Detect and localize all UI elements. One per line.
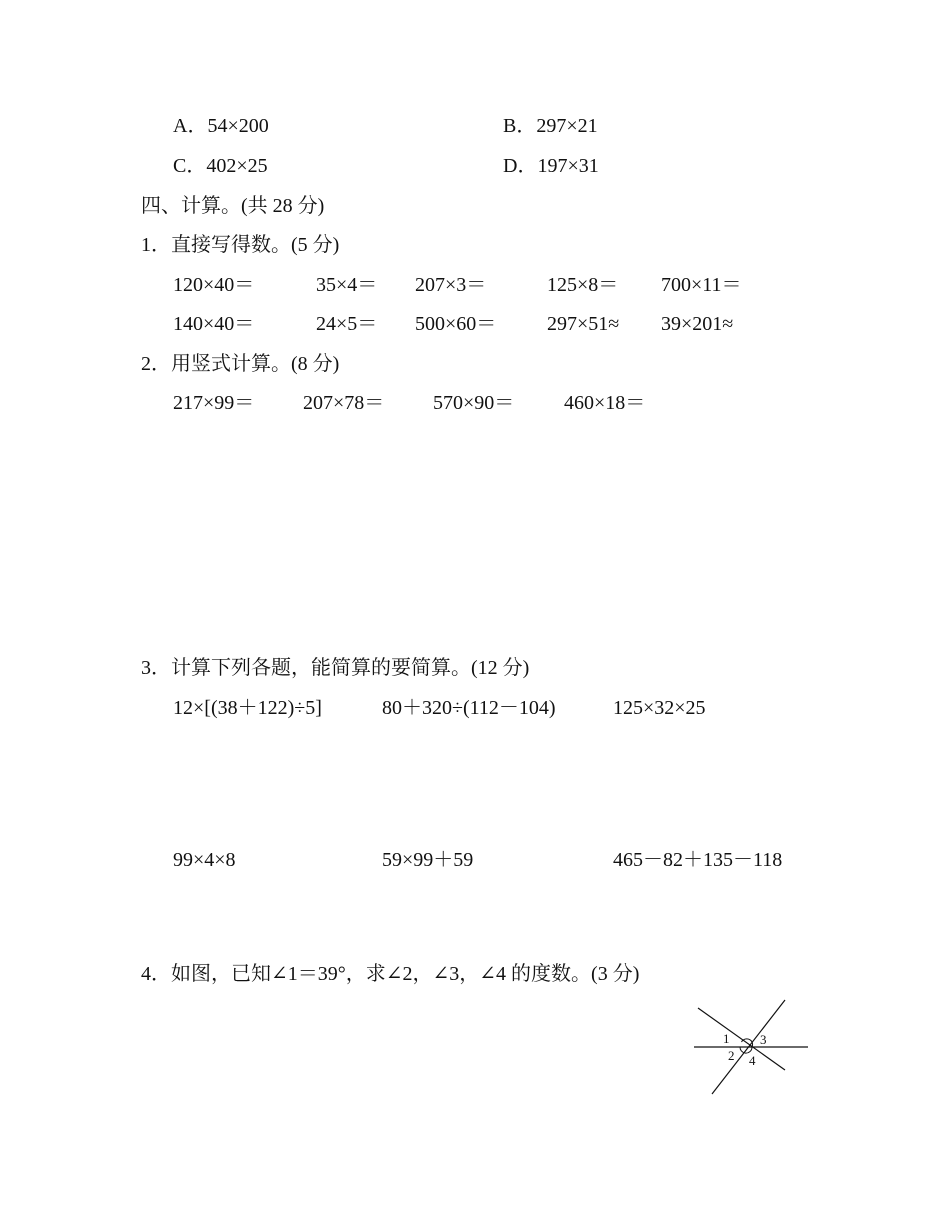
q2-title: 2．用竖式计算。(8 分) bbox=[141, 353, 340, 375]
q3-item: 99×4×8 bbox=[173, 849, 236, 871]
q1-item: 297×51≈ bbox=[547, 313, 620, 335]
q3-item: 12×[(38＋122)÷5] bbox=[173, 697, 322, 719]
q4-title: 4．如图，已知∠1＝39°，求∠2，∠3，∠4 的度数。(3 分) bbox=[141, 963, 640, 985]
angle-arc-3 bbox=[752, 1042, 753, 1047]
choice-c: C．402×25 bbox=[173, 155, 268, 177]
choice-d: D．197×31 bbox=[503, 155, 599, 177]
q3-item: 59×99＋59 bbox=[382, 849, 474, 871]
choice-b: B．297×21 bbox=[503, 115, 598, 137]
angle-label-4: 4 bbox=[749, 1053, 756, 1068]
q1-item: 24×5＝ bbox=[316, 313, 378, 335]
q3-item: 80＋320÷(112－104) bbox=[382, 697, 556, 719]
q1-item: 120×40＝ bbox=[173, 274, 255, 296]
q2-item: 460×18＝ bbox=[564, 392, 646, 414]
angle-arc-1 bbox=[742, 1039, 753, 1042]
q2-item: 207×78＝ bbox=[303, 392, 385, 414]
q3-item: 465－82＋135－118 bbox=[613, 849, 783, 871]
section-heading: 四、计算。(共 28 分) bbox=[141, 195, 325, 217]
q1-title: 1．直接写得数。(5 分) bbox=[141, 234, 340, 256]
q1-item: 500×60＝ bbox=[415, 313, 497, 335]
q1-item: 39×201≈ bbox=[661, 313, 734, 335]
angle-label-2: 2 bbox=[728, 1048, 735, 1063]
choice-a: A．54×200 bbox=[173, 115, 269, 137]
q3-item: 125×32×25 bbox=[613, 697, 706, 719]
q3-title: 3．计算下列各题，能简算的要简算。(12 分) bbox=[141, 657, 530, 679]
angle-figure bbox=[690, 996, 814, 1098]
angle-label-1: 1 bbox=[723, 1031, 730, 1046]
q1-item: 125×8＝ bbox=[547, 274, 619, 296]
q2-item: 217×99＝ bbox=[173, 392, 255, 414]
angle-label-3: 3 bbox=[760, 1032, 767, 1047]
q2-item: 570×90＝ bbox=[433, 392, 515, 414]
q1-item: 140×40＝ bbox=[173, 313, 255, 335]
q1-item: 207×3＝ bbox=[415, 274, 487, 296]
q1-item: 700×11＝ bbox=[661, 274, 742, 296]
q1-item: 35×4＝ bbox=[316, 274, 378, 296]
